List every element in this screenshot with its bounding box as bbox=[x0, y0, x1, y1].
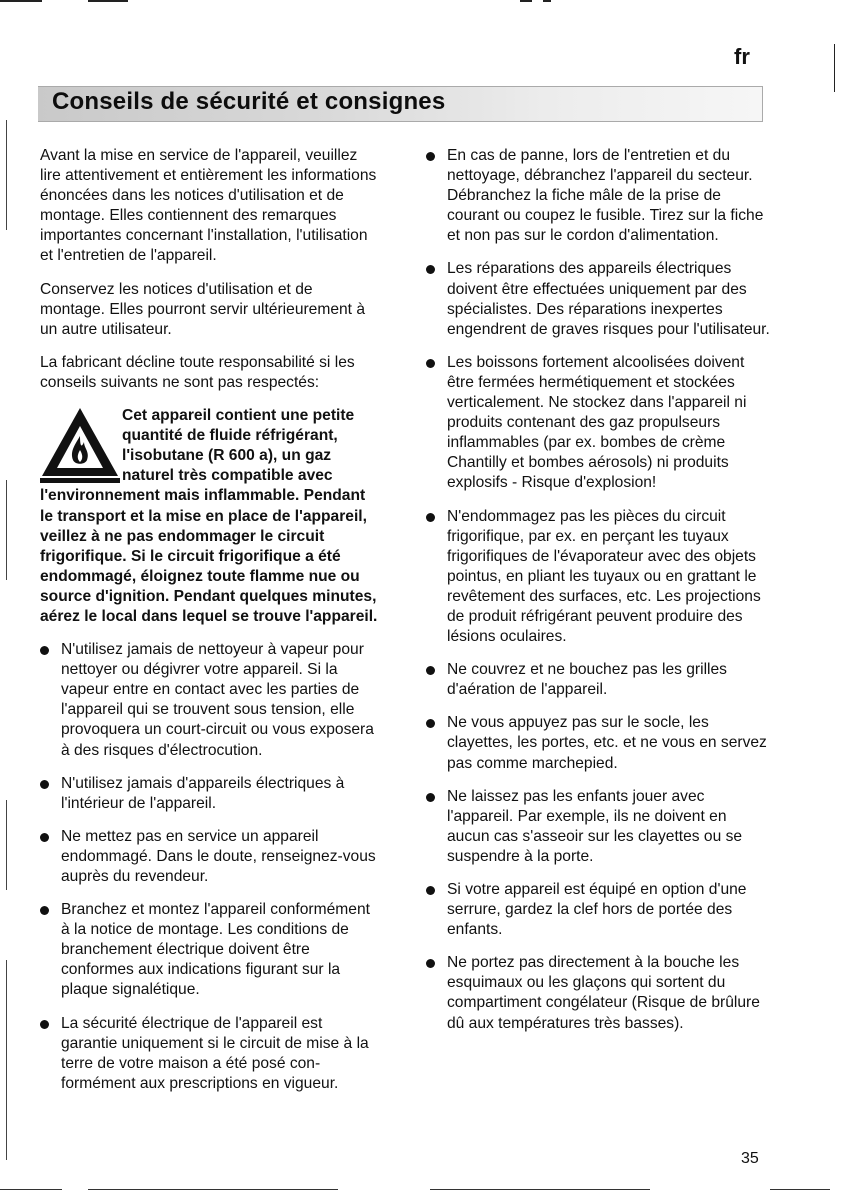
intro-paragraph: La fabricant décline toute responsabilité si les conseils suivants ne sont pas respectés: bbox=[40, 353, 355, 391]
bullet-icon bbox=[426, 666, 435, 675]
bullet-icon bbox=[40, 780, 49, 789]
bottom-scan-edge bbox=[0, 1189, 62, 1190]
list-item: Les boissons fortement alcoolisées doivent être fermées hermétiquement et stockées verticalement. Ne stockez dans l'appareil ni produits contenant des gaz propulseurs inflammables (par ex. bombes de crème Chantilly et bombes aérosols) ni produits explosifs - Risque d'explosion! bbox=[426, 353, 771, 494]
right-column bbox=[426, 146, 771, 1047]
bullet-icon bbox=[40, 906, 49, 915]
right-bullet-list bbox=[426, 146, 771, 1034]
list-item: N'utilisez jamais de nettoyeur à vapeur pour nettoyer ou dégivrer votre appareil. Si la vapeur entre en contact avec les parties de l'appareil qui se trouvent sous tension, elle provoquera un court-circuit ou vous exposera à des risques d'électrocution. bbox=[40, 640, 380, 761]
left-scan-edge-mark bbox=[6, 480, 7, 580]
page-title: Conseils de sécurité et consignes bbox=[52, 88, 446, 115]
language-code: fr bbox=[734, 44, 750, 69]
list-item: Branchez et montez l'appareil conformément à la notice de montage. Les conditions de branchement électrique doivent être conformes aux indications figurant sur la plaque signalétique. bbox=[40, 900, 380, 1000]
page-number: 35 bbox=[741, 1150, 759, 1167]
bottom-scan-edge bbox=[88, 1189, 338, 1190]
bullet-icon bbox=[426, 719, 435, 728]
list-item: Ne laissez pas les enfants jouer avec l'appareil. Par exemple, ils ne doivent en aucun cas s'asseoir sur les clayettes ou se suspendre à la porte. bbox=[426, 787, 771, 867]
right-margin-rule bbox=[834, 44, 835, 92]
warning-text-lead: Cet appareil contient une petite quantité de fluide réfrigérant, l'isobutane (R 600 a), un gaz naturel très compatible avec bbox=[122, 407, 355, 485]
list-item: Ne vous appuyez pas sur le socle, les clayettes, les portes, etc. et ne vous en servez pas comme marchepied. bbox=[426, 713, 771, 773]
left-scan-edge-mark bbox=[6, 120, 7, 230]
list-item: N'utilisez jamais d'appareils électriques à l'intérieur de l'appareil. bbox=[40, 774, 380, 814]
warning-text-rest: l'environnement mais inflammable. Pendant le transport et la mise en place de l'appareil, veillez à ne pas endommager le circuit frigorifique. Si le circuit frigorifique a été endommagé, éloignez toute flamme nue ou source d'ignition. Pendant quelques minutes, aérez le local dans lequel se trouve l'appareil. bbox=[40, 487, 378, 625]
list-item: Si votre appareil est équipé en option d'une serrure, gardez la clef hors de portée des enfants. bbox=[426, 880, 771, 940]
list-item: Ne portez pas directement à la bouche les esquimaux ou les glaçons qui sortent du compartiment congélateur (Risque de brûlure dû aux températures très basses). bbox=[426, 953, 771, 1033]
list-item: En cas de panne, lors de l'entretien et du nettoyage, débranchez l'appareil du secteur. Débranchez la fiche mâle de la prise de courant ou coupez le fusible. Tirez sur la fiche et non pas sur le cordon d'alimentation. bbox=[426, 146, 771, 246]
left-column bbox=[40, 146, 380, 1107]
intro-paragraph: Avant la mise en service de l'appareil, veuillez lire attentivement et entièrement les informations énoncées dans les notices d'utilisation et de montage. Elles contiennent des remarques importantes concernant l'installation, l'utilisation et l'entretien de l'appareil. bbox=[40, 147, 377, 265]
bottom-scan-edge bbox=[770, 1189, 830, 1190]
bullet-icon bbox=[426, 513, 435, 522]
list-item: Ne couvrez et ne bouchez pas les grilles d'aération de l'appareil. bbox=[426, 660, 771, 700]
bullet-icon bbox=[426, 959, 435, 968]
bullet-icon bbox=[426, 359, 435, 368]
left-bullet-list bbox=[40, 640, 380, 1094]
bullet-icon bbox=[426, 793, 435, 802]
bullet-icon bbox=[40, 1020, 49, 1029]
left-scan-edge-mark bbox=[6, 800, 7, 890]
bullet-icon bbox=[40, 833, 49, 842]
list-item: La sécurité électrique de l'appareil est garantie uniquement si le circuit de mise à la terre de votre maison a été posé con-formément aux prescriptions en vigueur. bbox=[40, 1014, 380, 1094]
list-item: Ne mettez pas en service un appareil endommagé. Dans le doute, renseignez-vous auprès du revendeur. bbox=[40, 827, 380, 887]
bullet-icon bbox=[426, 265, 435, 274]
bottom-scan-edge bbox=[430, 1189, 650, 1190]
flammable-warning-triangle-icon bbox=[40, 406, 122, 486]
bullet-icon bbox=[40, 646, 49, 655]
bullet-icon bbox=[426, 886, 435, 895]
list-item: N'endommagez pas les pièces du circuit frigorifique, par ex. en perçant les tuyaux frigorifiques de l'évaporateur avec des objets pointus, en pliant les tuyaux ou en grattant le revêtement des surfaces, etc. Les projections de produit réfrigérant peuvent produire des lésions oculaires. bbox=[426, 507, 771, 648]
flammable-warning-block bbox=[40, 406, 380, 627]
intro-paragraph: Conservez les notices d'utilisation et de montage. Elles pourront servir ultérieurement à un autre utilisateur. bbox=[40, 280, 366, 338]
left-scan-edge-mark bbox=[6, 960, 7, 1160]
top-scan-edge bbox=[0, 0, 845, 2]
list-item: Les réparations des appareils électriques doivent être effectuées uniquement par des spécialistes. Des réparations inexpertes engendrent de graves risques pour l'utilisateur. bbox=[426, 259, 771, 339]
bullet-icon bbox=[426, 152, 435, 161]
